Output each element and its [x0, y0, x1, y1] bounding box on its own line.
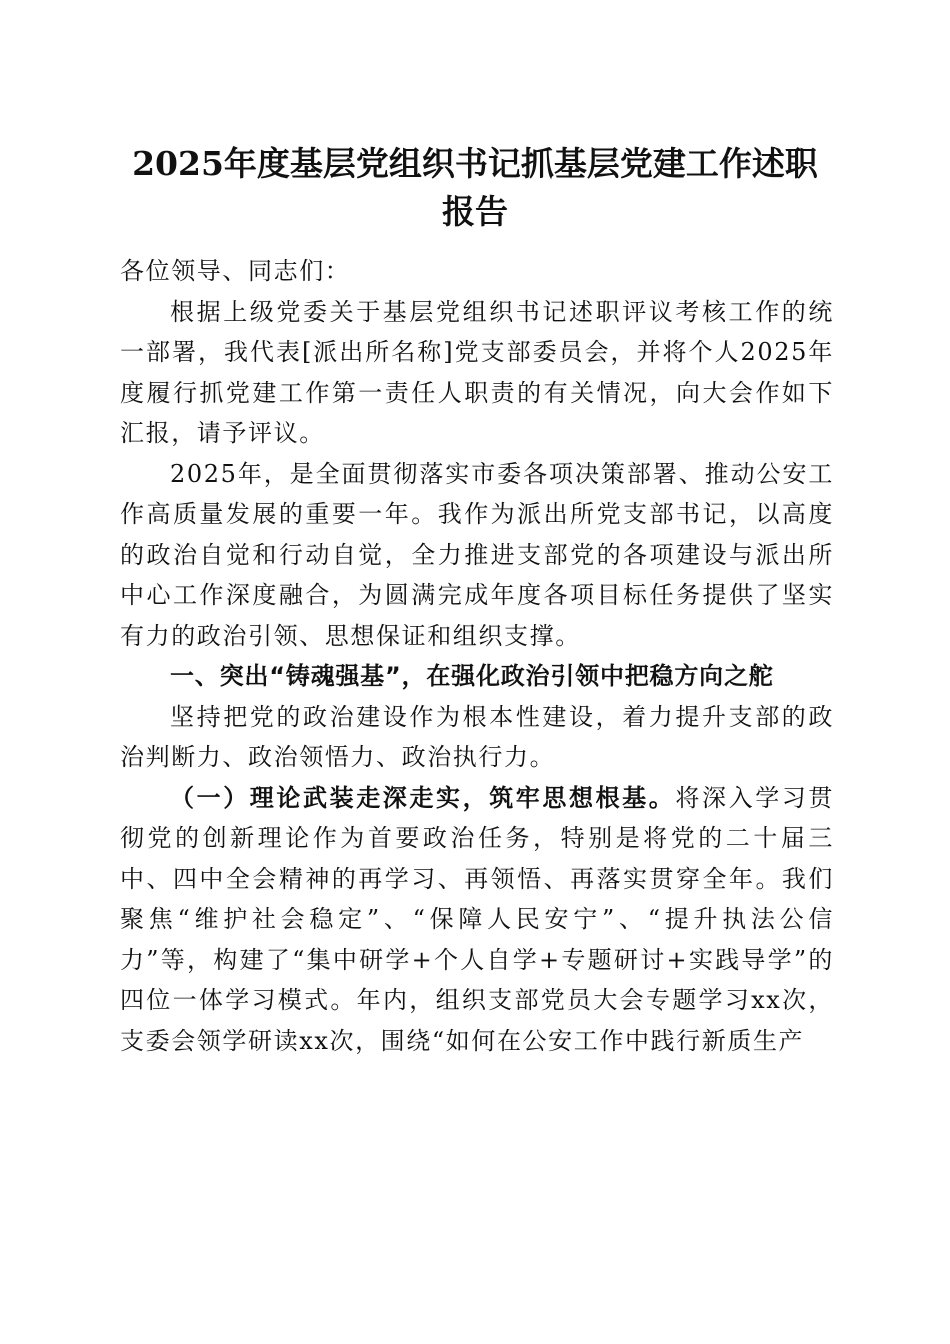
- document-body: [120, 251, 834, 1061]
- paragraph-theory-study-text: 将深入学习贯彻党的创新理论作为首要政治任务，特别是将党的二十届三中、四中全会精神的再学习、再领悟、再落实贯穿全年。我们聚焦“维护社会稳定”、“保障人民安宁”、“提升执法公信力”等，构建了“集中研学+个人自学+专题研讨+实践导学”的四位一体学习模式。年内，组织支部党员大会专题学习xx次，支委会领学研读xx次，围绕“如何在公安工作中践行新质生产: [120, 783, 834, 1055]
- paragraph-theory-study: [120, 778, 834, 1062]
- paragraph-section-1-intro: 坚持把党的政治建设作为根本性建设，着力提升支部的政治判断力、政治领悟力、政治执行力。: [120, 702, 834, 771]
- paragraph-overview: 2025年，是全面贯彻落实市委各项决策部署、推动公安工作高质量发展的重要一年。我作为派出所党支部书记，以高度的政治自觉和行动自觉，全力推进支部党的各项建设与派出所中心工作深度融合，为圆满完成年度各项目标任务提供了坚实有力的政治引领、思想保证和组织支撑。: [120, 459, 834, 650]
- salutation: 各位领导、同志们：: [120, 257, 351, 285]
- document-title: 2025年度基层党组织书记抓基层党建工作述职报告: [132, 144, 818, 231]
- subsection-heading-1-1: （一）理论武装走深走实，筑牢思想根基。: [170, 782, 676, 812]
- section-heading-1: 一、突出“铸魂强基”，在强化政治引领中把稳方向之舵: [170, 662, 774, 690]
- paragraph-intro: 根据上级党委关于基层党组织书记述职评议考核工作的统一部署，我代表[派出所名称]党支部委员会，并将个人2025年度履行抓党建工作第一责任人职责的有关情况，向大会作如下汇报，请予评议。: [120, 297, 834, 447]
